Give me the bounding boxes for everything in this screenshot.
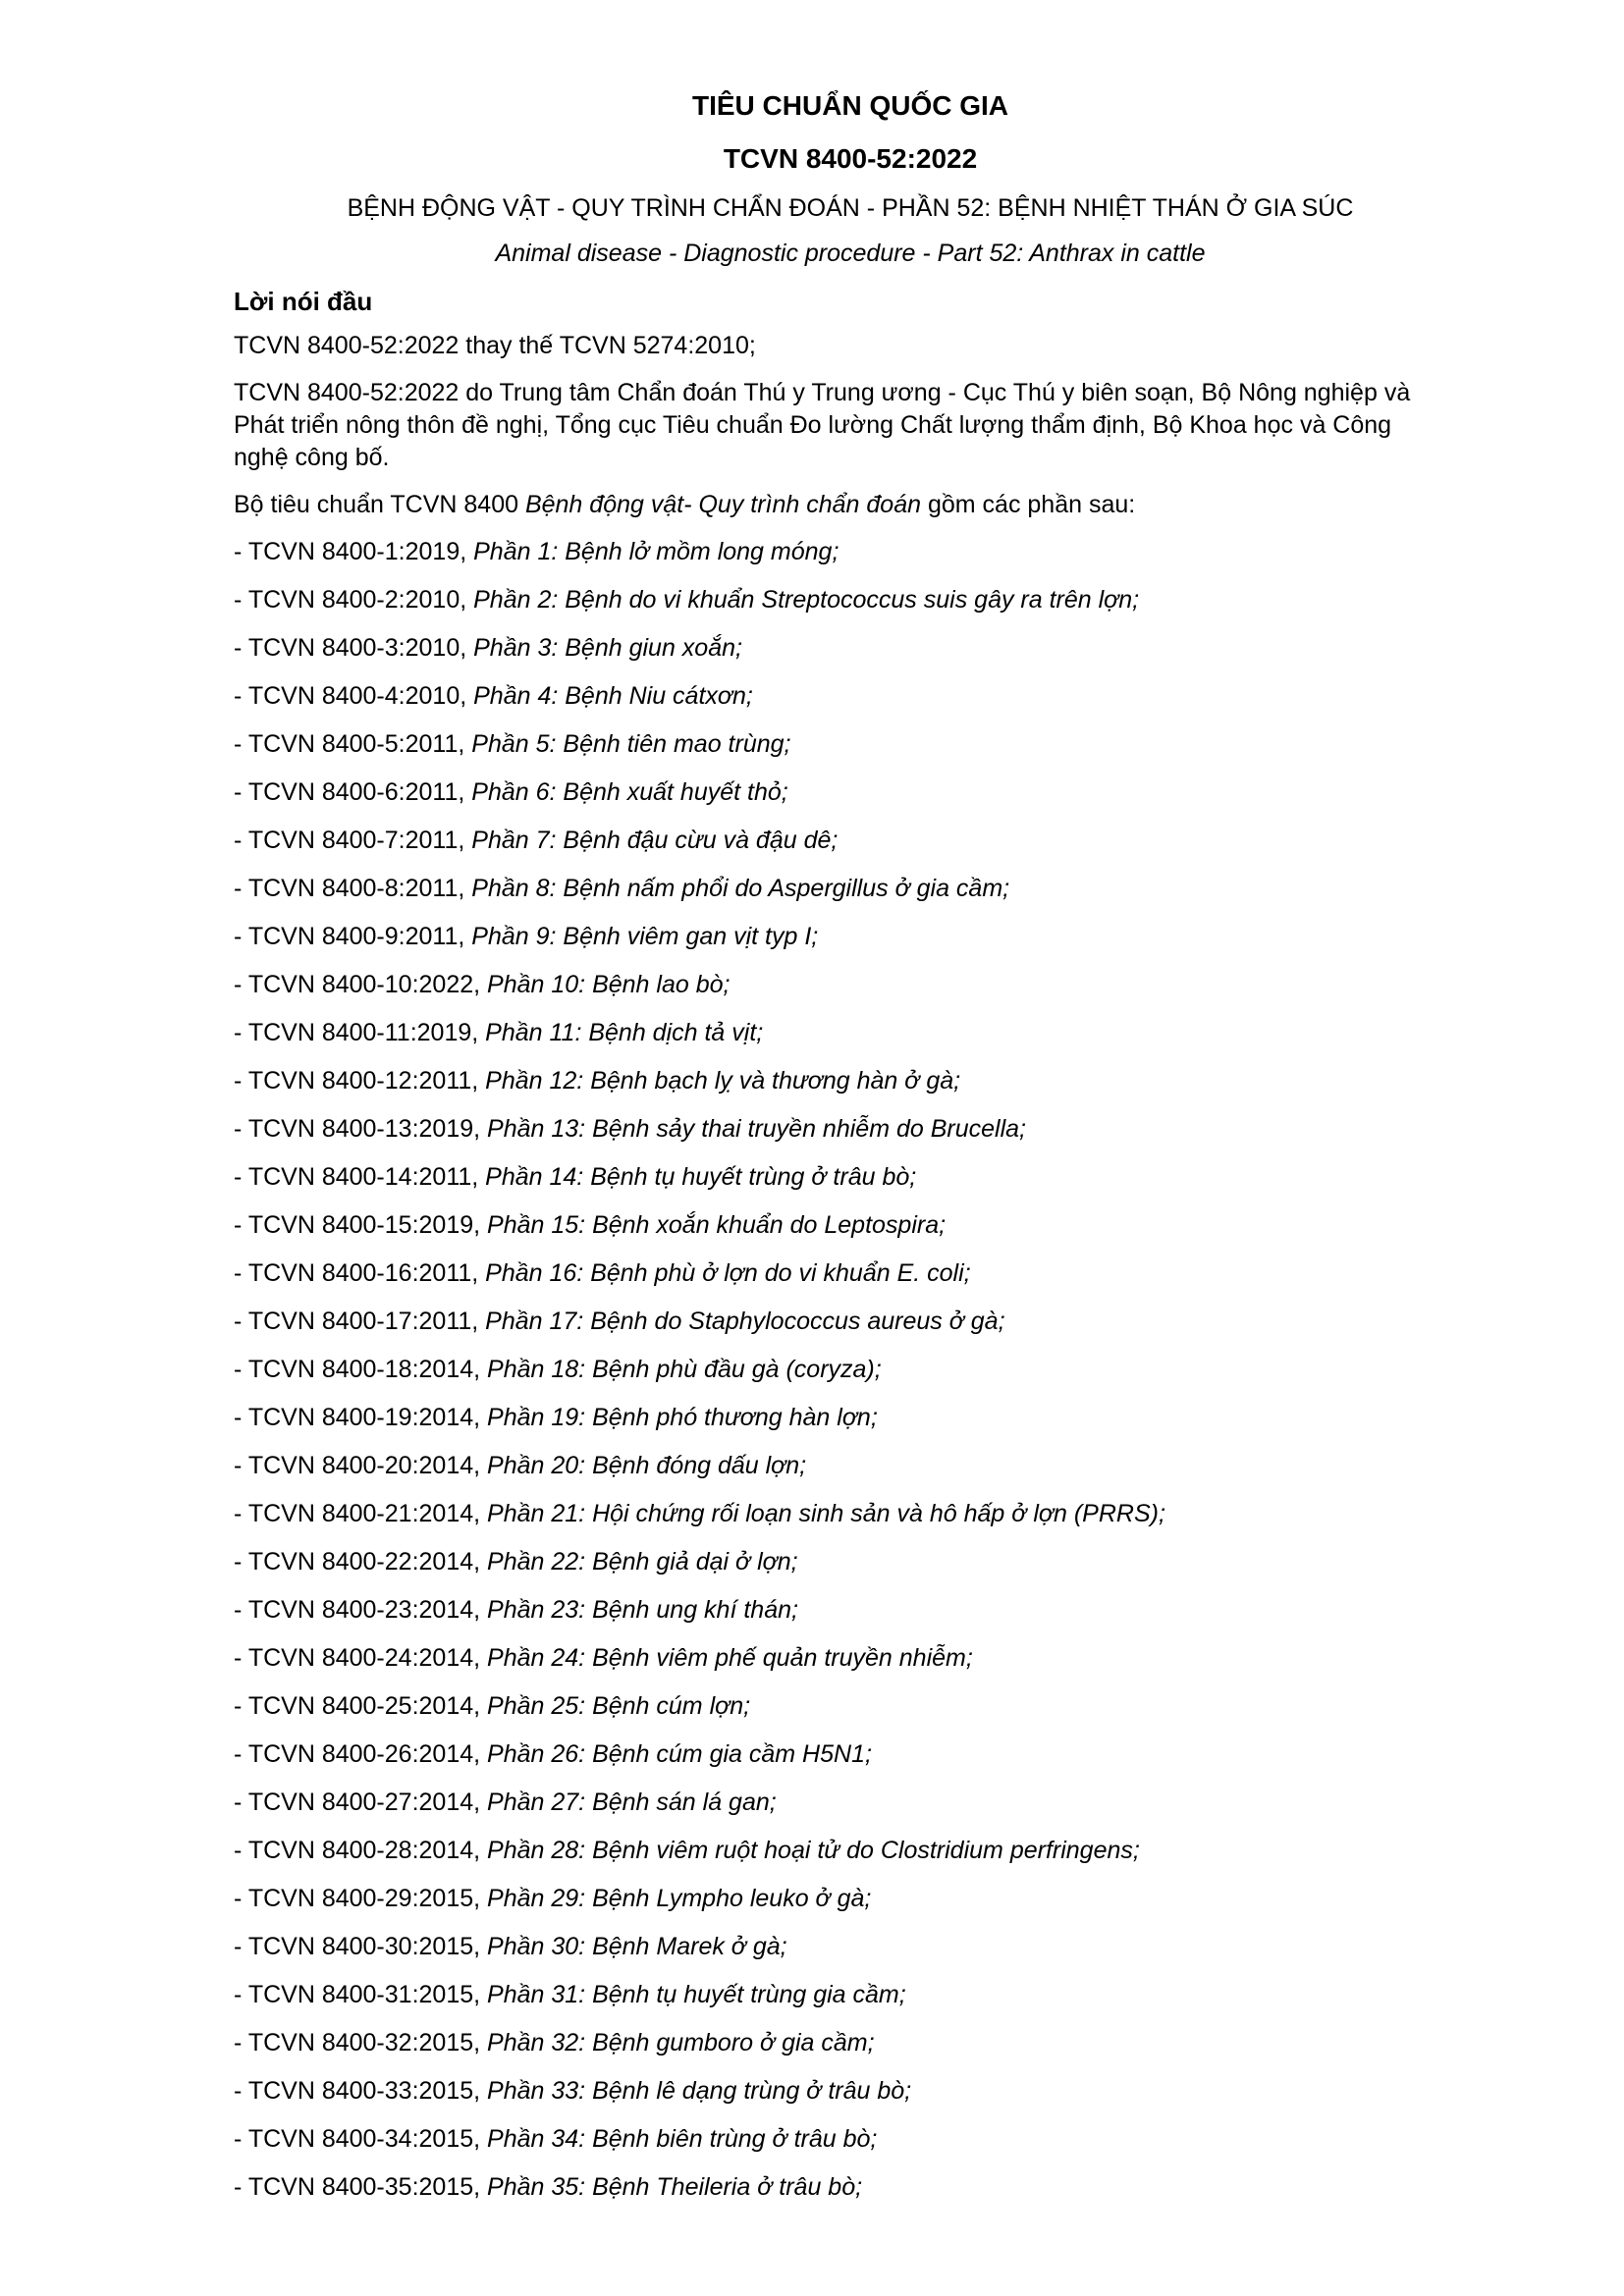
part-name: Phần 22: Bệnh giả dại ở lợn; bbox=[487, 1548, 798, 1575]
list-item bbox=[234, 921, 1428, 969]
part-name: Phần 5: Bệnh tiên mao trùng; bbox=[471, 730, 791, 758]
list-item bbox=[234, 1113, 1428, 1161]
part-name: Phần 9: Bệnh viêm gan vịt typ I; bbox=[471, 923, 819, 950]
list-item bbox=[234, 1979, 1428, 2027]
replacement-paragraph: TCVN 8400-52:2022 thay thế TCVN 5274:2010; bbox=[234, 332, 756, 359]
part-code: - TCVN 8400-22:2014, bbox=[234, 1548, 488, 1575]
part-code: - TCVN 8400-18:2014, bbox=[234, 1356, 488, 1383]
part-name: Phần 33: Bệnh lê dạng trùng ở trâu bò; bbox=[487, 2077, 912, 2105]
part-code: - TCVN 8400-27:2014, bbox=[234, 1789, 488, 1816]
part-name: Phần 27: Bệnh sán lá gan; bbox=[487, 1789, 777, 1816]
part-code: - TCVN 8400-32:2015, bbox=[234, 2029, 488, 2056]
list-item bbox=[234, 2027, 1428, 2075]
list-item bbox=[234, 1354, 1428, 1402]
list-item bbox=[234, 969, 1428, 1017]
part-name: Phần 28: Bệnh viêm ruột hoại tử do Clostridium perfringens; bbox=[487, 1837, 1140, 1864]
part-name: Phần 34: Bệnh biên trùng ở trâu bò; bbox=[487, 2125, 878, 2153]
part-code: - TCVN 8400-5:2011, bbox=[234, 730, 472, 758]
list-item bbox=[234, 1161, 1428, 1209]
part-name: Phần 10: Bệnh lao bò; bbox=[487, 971, 731, 998]
foreword-heading: Lời nói đầu bbox=[234, 287, 373, 316]
part-code: - TCVN 8400-16:2011, bbox=[234, 1259, 486, 1287]
part-code: - TCVN 8400-31:2015, bbox=[234, 1981, 488, 2008]
part-name: Phần 7: Bệnh đậu cừu và đậu dê; bbox=[471, 827, 839, 854]
series-intro-before: Bộ tiêu chuẩn TCVN 8400 bbox=[234, 491, 525, 518]
part-code: - TCVN 8400-30:2015, bbox=[234, 1933, 488, 1960]
part-code: - TCVN 8400-26:2014, bbox=[234, 1740, 488, 1768]
list-item bbox=[234, 1017, 1428, 1065]
part-name: Phần 8: Bệnh nấm phổi do Aspergillus ở gia cầm; bbox=[471, 875, 1010, 902]
standard-code: TCVN 8400-52:2022 bbox=[723, 143, 978, 174]
part-name: Phần 24: Bệnh viêm phế quản truyền nhiễm; bbox=[487, 1644, 973, 1672]
part-code: - TCVN 8400-15:2019, bbox=[234, 1211, 488, 1239]
part-name: Phần 25: Bệnh cúm lợn; bbox=[487, 1692, 751, 1720]
part-code: - TCVN 8400-34:2015, bbox=[234, 2125, 488, 2153]
part-name: Phần 30: Bệnh Marek ở gà; bbox=[487, 1933, 787, 1960]
part-code: - TCVN 8400-1:2019, bbox=[234, 538, 474, 565]
list-item bbox=[234, 728, 1428, 776]
list-item bbox=[234, 536, 1428, 584]
list-item bbox=[234, 1209, 1428, 1257]
parts-list bbox=[234, 536, 1428, 2219]
part-code: - TCVN 8400-25:2014, bbox=[234, 1692, 488, 1720]
part-name: Phần 29: Bệnh Lympho leuko ở gà; bbox=[487, 1885, 872, 1912]
part-code: - TCVN 8400-29:2015, bbox=[234, 1885, 488, 1912]
list-item bbox=[234, 1642, 1428, 1690]
list-item bbox=[234, 1257, 1428, 1306]
list-item bbox=[234, 1450, 1428, 1498]
part-code: - TCVN 8400-4:2010, bbox=[234, 682, 474, 710]
list-item bbox=[234, 1402, 1428, 1450]
list-item bbox=[234, 584, 1428, 632]
part-code: - TCVN 8400-14:2011, bbox=[234, 1163, 486, 1191]
document-title: TIÊU CHUẨN QUỐC GIA bbox=[692, 90, 1008, 121]
part-name: Phần 15: Bệnh xoắn khuẩn do Leptospira; bbox=[487, 1211, 947, 1239]
series-intro-title: Bệnh động vật- Quy trình chẩn đoán bbox=[524, 491, 922, 518]
list-item bbox=[234, 2171, 1428, 2219]
list-item bbox=[234, 2075, 1428, 2123]
list-item bbox=[234, 632, 1428, 680]
list-item bbox=[234, 1546, 1428, 1594]
part-code: - TCVN 8400-13:2019, bbox=[234, 1115, 488, 1143]
list-item bbox=[234, 1065, 1428, 1113]
part-code: - TCVN 8400-2:2010, bbox=[234, 586, 474, 614]
part-code: - TCVN 8400-12:2011, bbox=[234, 1067, 486, 1095]
part-name: Phần 17: Bệnh do Staphylococcus aureus ở gà; bbox=[485, 1308, 1005, 1335]
list-item bbox=[234, 1690, 1428, 1738]
list-item bbox=[234, 1594, 1428, 1642]
subtitle-english: Animal disease - Diagnostic procedure - Part 52: Anthrax in cattle bbox=[495, 240, 1206, 267]
part-name: Phần 31: Bệnh tụ huyết trùng gia cầm; bbox=[487, 1981, 906, 2008]
part-code: - TCVN 8400-7:2011, bbox=[234, 827, 472, 854]
part-name: Phần 35: Bệnh Theileria ở trâu bò; bbox=[487, 2173, 863, 2201]
list-item bbox=[234, 680, 1428, 728]
part-code: - TCVN 8400-8:2011, bbox=[234, 875, 472, 902]
part-code: - TCVN 8400-19:2014, bbox=[234, 1404, 488, 1431]
part-name: Phần 12: Bệnh bạch lỵ và thương hàn ở gà; bbox=[485, 1067, 961, 1095]
list-item bbox=[234, 1787, 1428, 1835]
part-name: Phần 16: Bệnh phù ở lợn do vi khuẩn E. coli; bbox=[485, 1259, 971, 1287]
list-item bbox=[234, 1498, 1428, 1546]
list-item bbox=[234, 1883, 1428, 1931]
list-item bbox=[234, 1306, 1428, 1354]
part-code: - TCVN 8400-11:2019, bbox=[234, 1019, 486, 1046]
part-name: Phần 32: Bệnh gumboro ở gia cầm; bbox=[487, 2029, 875, 2056]
series-intro-after: gồm các phần sau: bbox=[921, 491, 1136, 518]
list-item bbox=[234, 1835, 1428, 1883]
part-code: - TCVN 8400-6:2011, bbox=[234, 778, 472, 806]
part-name: Phần 2: Bệnh do vi khuẩn Streptococcus suis gây ra trên lợn; bbox=[473, 586, 1140, 614]
part-code: - TCVN 8400-35:2015, bbox=[234, 2173, 488, 2201]
part-code: - TCVN 8400-3:2010, bbox=[234, 634, 474, 662]
list-item bbox=[234, 873, 1428, 921]
part-name: Phần 23: Bệnh ung khí thán; bbox=[487, 1596, 798, 1624]
part-name: Phần 20: Bệnh đóng dấu lợn; bbox=[487, 1452, 807, 1479]
compilation-paragraph: TCVN 8400-52:2022 do Trung tâm Chẩn đoán Thú y Trung ương - Cục Thú y biên soạn, Bộ Nông nghiệp và Phát triển nông thôn đề nghị, Tổng cục Tiêu chuẩn Đo lường Chất lượng thẩm định, Bộ Khoa học và Công nghệ công bố. bbox=[234, 379, 1411, 471]
list-item bbox=[234, 2123, 1428, 2171]
part-name: Phần 1: Bệnh lở mồm long móng; bbox=[473, 538, 839, 565]
part-code: - TCVN 8400-21:2014, bbox=[234, 1500, 488, 1527]
part-name: Phần 26: Bệnh cúm gia cầm H5N1; bbox=[487, 1740, 872, 1768]
part-name: Phần 18: Bệnh phù đầu gà (coryza); bbox=[487, 1356, 882, 1383]
list-item bbox=[234, 825, 1428, 873]
part-code: - TCVN 8400-33:2015, bbox=[234, 2077, 488, 2105]
part-code: - TCVN 8400-24:2014, bbox=[234, 1644, 488, 1672]
part-name: Phần 13: Bệnh sảy thai truyền nhiễm do Brucella; bbox=[487, 1115, 1026, 1143]
part-name: Phần 19: Bệnh phó thương hàn lợn; bbox=[487, 1404, 878, 1431]
part-code: - TCVN 8400-17:2011, bbox=[234, 1308, 486, 1335]
part-name: Phần 4: Bệnh Niu cátxơn; bbox=[473, 682, 753, 710]
subtitle-vietnamese: BỆNH ĐỘNG VẬT - QUY TRÌNH CHẨN ĐOÁN - PHẦN 52: BỆNH NHIỆT THÁN Ở GIA SÚC bbox=[347, 194, 1354, 222]
part-name: Phần 6: Bệnh xuất huyết thỏ; bbox=[471, 778, 788, 806]
part-name: Phần 11: Bệnh dịch tả vịt; bbox=[485, 1019, 764, 1046]
part-code: - TCVN 8400-23:2014, bbox=[234, 1596, 488, 1624]
part-code: - TCVN 8400-9:2011, bbox=[234, 923, 472, 950]
part-code: - TCVN 8400-20:2014, bbox=[234, 1452, 488, 1479]
part-code: - TCVN 8400-28:2014, bbox=[234, 1837, 488, 1864]
part-name: Phần 21: Hội chứng rối loạn sinh sản và hô hấp ở lợn (PRRS); bbox=[487, 1500, 1165, 1527]
series-intro-paragraph bbox=[234, 489, 1428, 521]
part-name: Phần 14: Bệnh tụ huyết trùng ở trâu bò; bbox=[485, 1163, 917, 1191]
part-code: - TCVN 8400-10:2022, bbox=[234, 971, 488, 998]
part-name: Phần 3: Bệnh giun xoắn; bbox=[473, 634, 742, 662]
list-item bbox=[234, 776, 1428, 825]
list-item bbox=[234, 1931, 1428, 1979]
list-item bbox=[234, 1738, 1428, 1787]
